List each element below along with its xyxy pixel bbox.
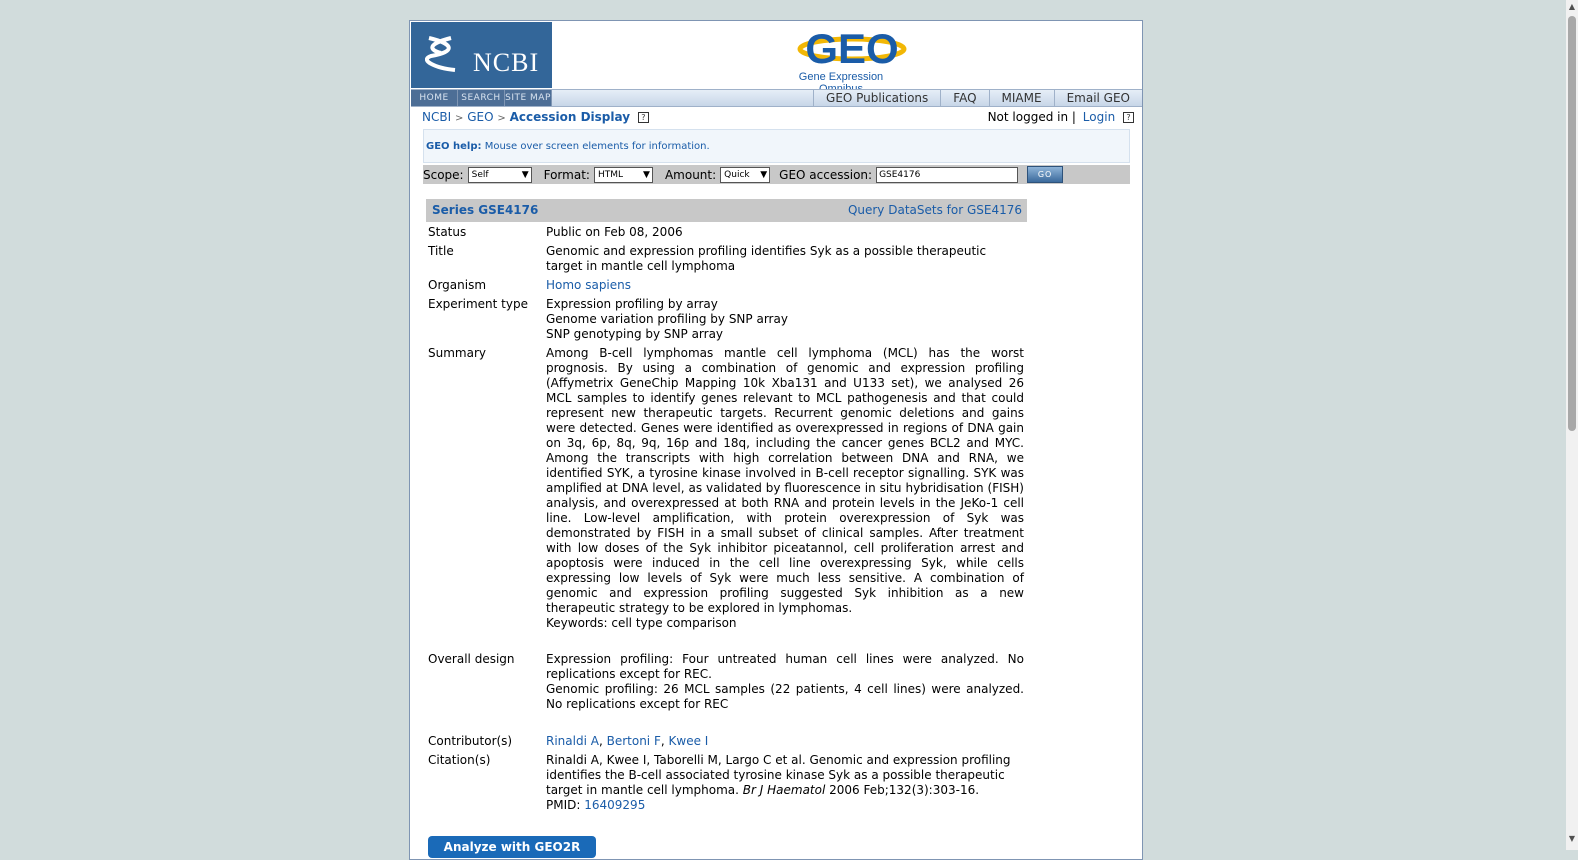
dna-helix-icon [425, 34, 459, 74]
scope-value: Self [471, 169, 489, 180]
query-datasets-link[interactable]: Query DataSets for GSE4176 [847, 203, 1022, 217]
scope-select[interactable] [468, 167, 532, 183]
pmid-link[interactable]: 16409295 [584, 798, 646, 812]
login-sep: | [1071, 110, 1076, 124]
geo-logo-mark [556, 23, 1142, 73]
login-link[interactable]: Login [1082, 110, 1116, 124]
citation-label: Citation(s) [428, 753, 491, 767]
nav-home[interactable]: HOME [411, 90, 458, 106]
summary-text: Among B-cell lymphomas mantle cell lymphoma (MCL) has the worst prognosis. By using a combination of genomic and expression profiling (Affymetrix GeneChip Mapping 10k Xba131 and U133 set), we analysed 26 MCL samples to identify genes relevant to MCL pathogenesis and that could represent new therapeutic targets. Recurrent genomic deletions and gains were detected. Genes were identified as overexpressed in regions of DNA gain on 3q, 6p, 8q, 9q, 16p and 18q, including the cancer genes BCL2 and MYC. Among the transcripts with high correlation between DNA and RNA, we identified SYK, a tyrosine kinase involved in B-cell receptor signalling. SYK was amplified at DNA level, as validated by fluorescence in situ hybridisation (FISH) analysis, and overexpressed at both RNA and protein levels in the JeKo-1 cell line. Low-level amplification, with protein overexpression of Syk was demonstrated by FISH in a small subset of clinical samples. After treatment with low doses of the Syk inhibitor piceatannol, cell proliferation arrest and apoptosis were induced in the cell line overexpressing Syk, while cells expressing low levels of Syk were much less sensitive. A combination of genomic and expression profiling suggested Syk inhibition as a new therapeutic strategy to be explored in lymphomas. [546, 346, 1024, 615]
keywords-text: Keywords: cell type comparison [546, 616, 737, 630]
ncbi-logo[interactable] [411, 22, 552, 88]
amount-value: Quick [724, 169, 750, 180]
pmid-label: PMID: [546, 798, 581, 812]
contributors-label: Contributor(s) [428, 734, 513, 748]
geo-logo[interactable] [556, 23, 1142, 89]
ncbi-logo-text: NCBI [473, 48, 540, 77]
contributor-link[interactable]: Kwee I [668, 734, 709, 748]
chevron-down-icon: ▼ [760, 169, 768, 180]
nav-bar [411, 89, 1142, 107]
chevron-down-icon: ▼ [643, 169, 650, 180]
geo-logo-text: GEO [805, 25, 899, 72]
format-select[interactable] [594, 167, 653, 183]
series-title: Series GSE4176 [432, 203, 539, 217]
breadcrumb-sep: > [454, 113, 464, 124]
nav-faq[interactable]: FAQ [940, 90, 988, 106]
contributors-values [546, 734, 1024, 749]
title-value: Genomic and expression profiling identifies Syk as a possible therapeutic target in mantle cell lymphoma [546, 244, 987, 273]
help-box [423, 129, 1130, 163]
nav-search[interactable]: SEARCH [458, 90, 505, 106]
help-label: GEO help: [426, 141, 482, 152]
title-label: Title [428, 244, 454, 258]
scrollbar-thumb[interactable] [1568, 16, 1576, 431]
breadcrumb [422, 110, 649, 124]
breadcrumb-geo[interactable]: GEO [467, 110, 494, 124]
nav-miame[interactable]: MIAME [989, 90, 1054, 106]
experiment-label: Experiment type [428, 297, 528, 311]
breadcrumb-sep: > [497, 113, 506, 124]
login-area [988, 110, 1134, 124]
go-button[interactable]: GO [1027, 166, 1063, 183]
nav-email-geo[interactable]: Email GEO [1054, 90, 1142, 106]
page-frame [409, 20, 1143, 860]
login-help-icon[interactable]: ? [1123, 112, 1134, 123]
accession-input[interactable]: GSE4176 [876, 167, 1018, 183]
help-icon[interactable]: ? [638, 112, 649, 123]
scroll-up-icon[interactable]: ▲ [1568, 2, 1576, 11]
nav-site-map[interactable]: SITE MAP [505, 90, 552, 106]
design-text: Expression profiling: Four untreated human cell lines were analyzed. No replications except for REC. [546, 652, 1024, 681]
login-status: Not logged in [987, 110, 1069, 124]
series-header [426, 199, 1027, 222]
ncbi-nav [411, 90, 552, 106]
citation-journal: Br J Haematol [742, 783, 826, 797]
organism-link[interactable]: Homo sapiens [546, 278, 632, 292]
contributor-link[interactable]: Rinaldi A [546, 734, 599, 748]
geo-nav [813, 90, 1142, 106]
nav-geo-publications[interactable]: GEO Publications [813, 90, 940, 106]
summary-values [546, 346, 1024, 631]
analyze-geo2r-button[interactable]: Analyze with GEO2R [428, 836, 596, 858]
contributor-sep: , [660, 734, 665, 748]
page-scrollbar[interactable] [1566, 0, 1578, 850]
citation-text: Rinaldi A, Kwee I, Taborelli M, Largo C et al. Genomic and expression profiling identifies the B-cell associated tyrosine kinase Syk as a possible therapeutic target in mantle cell lymphoma. [546, 753, 1011, 797]
pmid-line [546, 798, 1024, 813]
status-label: Status [428, 225, 467, 239]
geo-subtitle: Gene Expression [798, 71, 884, 83]
summary-label: Summary [428, 346, 486, 360]
status-value: Public on Feb 08, 2006 [546, 225, 683, 239]
design-values [546, 652, 1024, 712]
experiment-type: SNP genotyping by SNP array [546, 327, 724, 341]
citation-rest: 2006 Feb;132(3):303-16. [829, 783, 980, 797]
amount-select[interactable] [720, 167, 770, 183]
breadcrumb-current: Accession Display [509, 110, 631, 124]
contributor-sep: , [598, 734, 603, 748]
organism-label: Organism [428, 278, 487, 292]
scope-label: Scope: [423, 167, 464, 182]
chevron-down-icon: ▼ [521, 169, 529, 180]
contributor-link[interactable]: Bertoni F [606, 734, 661, 748]
scroll-down-icon[interactable]: ▼ [1568, 834, 1576, 843]
citation-values [546, 753, 1024, 813]
design-text: Genomic profiling: 26 MCL samples (22 patients, 4 cell lines) were analyzed. No replications except for REC [546, 682, 1024, 711]
accession-label: GEO accession: [779, 167, 873, 182]
experiment-type: Expression profiling by array [546, 297, 718, 311]
format-value: HTML [597, 169, 623, 180]
experiment-values [546, 297, 1024, 342]
design-label: Overall design [428, 652, 515, 666]
citation-text-block [546, 753, 1024, 798]
query-bar [423, 165, 1130, 184]
format-label: Format: [543, 167, 590, 182]
experiment-type: Genome variation profiling by SNP array [546, 312, 788, 326]
breadcrumb-ncbi[interactable]: NCBI [422, 110, 452, 124]
help-text: Mouse over screen elements for information. [484, 141, 710, 152]
amount-label: Amount: [664, 167, 717, 182]
